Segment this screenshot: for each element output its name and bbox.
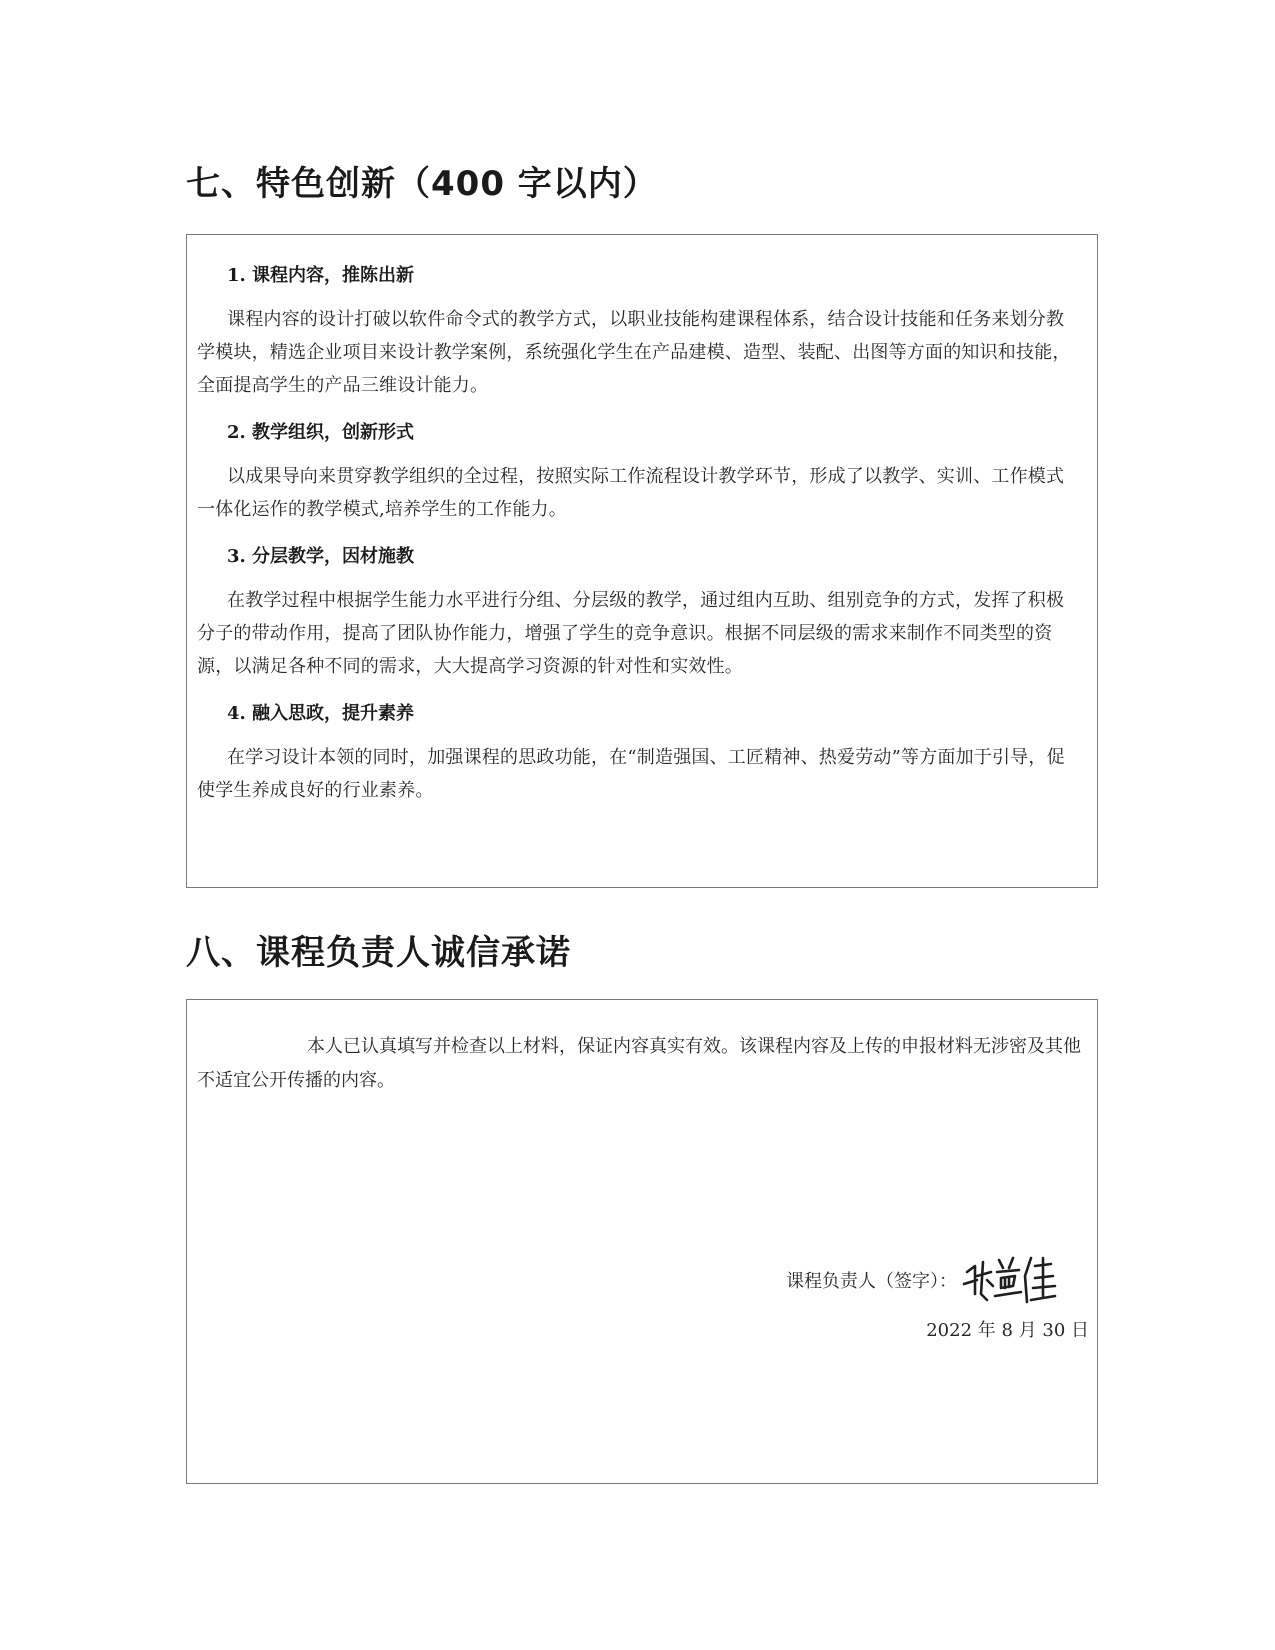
item-text: 课程内容的设计打破以软件命令式的教学方式，以职业技能构建课程体系，结合设计技能和任务来划分教学模块，精选企业项目来设计教学案例，系统强化学生在产品建模、造型、装配、出图等方面的知识和技能，全面提高学生的产品三维设计能力。: [197, 309, 1071, 396]
signature-label: 课程负责人（签字）：: [786, 1271, 957, 1292]
pledge-text: 本人已认真填写并检查以上材料，保证内容真实有效。该课程内容及上传的申报材料无涉密及其他不适宜公开传播的内容。: [197, 1036, 1081, 1091]
section-7-box: [186, 234, 1098, 888]
item-heading: 4. 融入思政，提升素养: [227, 703, 415, 724]
section-8-title: 八、课程负责人诚信承诺: [186, 933, 571, 973]
date: 2022 年 8 月 30 日: [926, 1320, 1089, 1341]
signature-row: [786, 1250, 1057, 1310]
item-heading: 3. 分层教学，因材施教: [227, 546, 415, 567]
handwritten-signature: [961, 1250, 1057, 1310]
section-8-box: [186, 999, 1098, 1484]
item-text: 在教学过程中根据学生能力水平进行分组、分层级的教学，通过组内互助、组别竞争的方式，发挥了积极分子的带动作用，提高了团队协作能力，增强了学生的竞争意识。根据不同层级的需求来制作不同类型的资源，以满足各种不同的需求，大大提高学习资源的针对性和实效性。: [197, 590, 1065, 677]
item-text: 在学习设计本领的同时，加强课程的思政功能，在“制造强国、工匠精神、热爱劳动”等方面加于引导，促使学生养成良好的行业素养。: [197, 747, 1065, 801]
item-heading: 2. 教学组织，创新形式: [227, 422, 415, 443]
section-7-title: 七、特色创新（400 字以内）: [186, 164, 658, 204]
item-heading: 1. 课程内容，推陈出新: [227, 265, 415, 286]
item-text: 以成果导向来贯穿教学组织的全过程，按照实际工作流程设计教学环节，形成了以教学、实训、工作模式一体化运作的教学模式,培养学生的工作能力。: [197, 466, 1065, 520]
